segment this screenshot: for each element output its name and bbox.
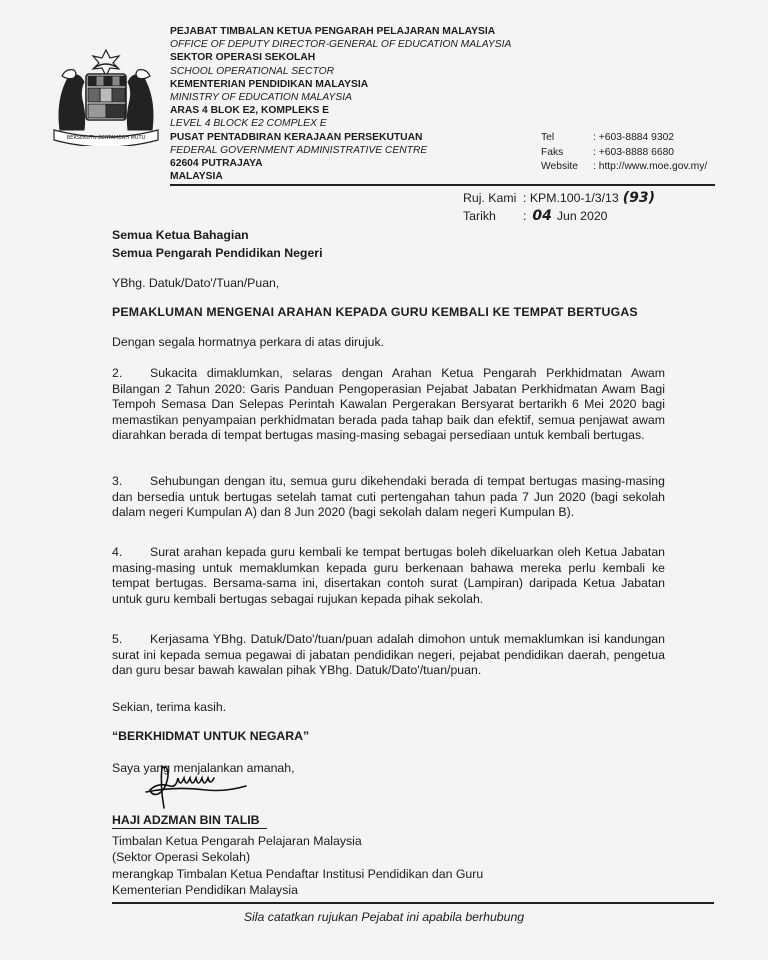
website-value: : http://www.moe.gov.my/ bbox=[593, 161, 708, 172]
footer-divider bbox=[112, 902, 714, 904]
paragraph-number: 2. bbox=[112, 366, 123, 380]
fax-value: : +603-8888 6680 bbox=[593, 146, 675, 158]
paragraph-number: 3. bbox=[112, 474, 123, 488]
svg-text:BERSEKUTU BERTAMBAH MUTU: BERSEKUTU BERTAMBAH MUTU bbox=[66, 135, 146, 141]
letterhead-line: 62604 PUTRAJAYA bbox=[170, 158, 263, 170]
amanah-line: Saya yang menjalankan amanah, bbox=[112, 761, 295, 775]
letterhead-line: ARAS 4 BLOK E2, KOMPLEKS E bbox=[170, 105, 330, 117]
contact-block bbox=[541, 131, 707, 175]
closing-line: Sekian, terima kasih. bbox=[112, 700, 227, 714]
ruj-label: Ruj. Kami bbox=[463, 191, 517, 205]
paragraph-text: Sukacita dimaklumkan, selaras dengan Arahan Ketua Pengarah Perkhidmatan Awam Bilangan 2 Tahun 2020: Garis Panduan Pengoperasian Pejabat Jabatan Perkhidmatan Awam Bagi Tempoh Semasa Dan Selepas Perintah Kawalan Pergerakan Bersyarat bertarikh 6 Mei 2020 bagi memastikan penyampaian perkhidmatan berada pada tahap baik dan efektif, semua penjawat awam diarahkan berada di tempat bertugas masing-masing sebagai persediaan untuk kembali bertugas. bbox=[112, 366, 665, 442]
tarikh-colon: : bbox=[523, 209, 527, 223]
paragraph-5 bbox=[112, 632, 665, 679]
paragraph-3 bbox=[112, 474, 665, 521]
paragraph-number: 4. bbox=[112, 545, 123, 559]
ruj-handwritten: (93) bbox=[622, 190, 655, 206]
role-line: merangkap Timbalan Ketua Pendaftar Institusi Pendidikan dan Guru bbox=[112, 867, 484, 881]
title-line: Timbalan Ketua Pengarah Pelajaran Malaysia bbox=[112, 834, 362, 848]
paragraph-text: Kerjasama YBhg. Datuk/Dato'/tuan/puan adalah dimohon untuk memaklumkan isi kandungan surat ini kepada semua pegawai di jabatan pendidikan negeri, pejabat pendidikan daerah, pengetua dan guru besar bawah kawalan pihak YBhg. Datuk/Dato'/tuan/puan. bbox=[112, 632, 665, 677]
tarikh-label: Tarikh bbox=[463, 209, 496, 223]
letterhead-line: PUSAT PENTADBIRAN KERAJAAN PERSEKUTUAN bbox=[170, 131, 423, 143]
ruj-value: : KPM.100-1/3/13 bbox=[523, 191, 619, 205]
title-line: (Sektor Operasi Sekolah) bbox=[112, 849, 251, 864]
signature-underline bbox=[112, 828, 267, 829]
letterhead-line: MALAYSIA bbox=[170, 171, 223, 183]
letterhead-line: SCHOOL OPERATIONAL SECTOR bbox=[170, 65, 335, 77]
coat-of-arms-icon bbox=[50, 46, 162, 146]
letterhead-line: MINISTRY OF EDUCATION MALAYSIA bbox=[170, 92, 352, 104]
reference-block bbox=[463, 189, 655, 225]
recipient-line: Semua Ketua Bahagian bbox=[112, 228, 249, 242]
paragraph-number: 5. bbox=[112, 632, 123, 646]
letterhead-line: PEJABAT TIMBALAN KETUA PENGARAH PELAJARAN MALAYSIA bbox=[170, 26, 496, 37]
subject-heading: PEMAKLUMAN MENGENAI ARAHAN KEPADA GURU KEMBALI KE TEMPAT BERTUGAS bbox=[112, 305, 638, 319]
recipients bbox=[112, 226, 322, 262]
recipient-line: Semua Pengarah Pendidikan Negeri bbox=[112, 246, 323, 260]
fax-label: Faks bbox=[541, 146, 564, 158]
letterhead-address bbox=[170, 25, 511, 183]
letterhead-line: SEKTOR OPERASI SEKOLAH bbox=[170, 52, 316, 64]
paragraph-text: Surat arahan kepada guru kembali ke tempat bertugas boleh dikeluarkan oleh Ketua Jabatan masing-masing untuk memaklumkan kepada guru berkenaan bahawa mereka perlu kembali ke tempat bertugas. Bersama-sama ini, disertakan contoh surat (Lampiran) daripada Ketua Jabatan untuk guru kembali bertugas sebagai rujukan kepada pihak sekolah. bbox=[112, 545, 665, 606]
tel-label: Tel bbox=[541, 132, 555, 143]
tarikh-day: 04 bbox=[532, 208, 552, 224]
paragraph-4 bbox=[112, 545, 665, 607]
opening-line: Dengan segala hormatnya perkara di atas dirujuk. bbox=[112, 335, 385, 349]
letterhead-line: KEMENTERIAN PENDIDIKAN MALAYSIA bbox=[170, 78, 369, 90]
signatory-title bbox=[112, 834, 362, 865]
website-label: Website bbox=[541, 161, 579, 172]
signature-icon bbox=[140, 760, 250, 810]
letterhead-line: LEVEL 4 BLOCK E2 COMPLEX E bbox=[170, 118, 327, 130]
motto: “BERKHIDMAT UNTUK NEGARA” bbox=[112, 729, 310, 743]
tarikh-rest: Jun 2020 bbox=[556, 209, 608, 223]
letterhead-divider bbox=[170, 184, 715, 186]
letterhead-line: FEDERAL GOVERNMENT ADMINISTRATIVE CENTRE bbox=[170, 144, 428, 156]
paragraph-text: Sehubungan dengan itu, semua guru dikehendaki berada di tempat bertugas masing-masing dan bersedia untuk bertugas setelah tamat cuti pertengahan tahun pada 7 Jun 2020 (bagi sekolah dalam negeri Kumpulan A) dan 8 Jun 2020 (bagi sekolah dalam negeri Kumpulan B). bbox=[112, 474, 665, 519]
letterhead-line: OFFICE OF DEPUTY DIRECTOR-GENERAL OF EDUCATION MALAYSIA bbox=[170, 39, 512, 51]
footer-note: Sila catatkan rujukan Pejabat ini apabila berhubung bbox=[243, 910, 525, 924]
signatory-name: HAJI ADZMAN BIN TALIB bbox=[112, 813, 260, 827]
role-line: Kementerian Pendidikan Malaysia bbox=[112, 882, 298, 897]
tel-value: : +603-8884 9302 bbox=[593, 132, 675, 143]
salutation: YBhg. Datuk/Dato'/Tuan/Puan, bbox=[112, 276, 280, 290]
paragraph-2 bbox=[112, 366, 665, 444]
signatory-additional-role bbox=[112, 867, 483, 898]
